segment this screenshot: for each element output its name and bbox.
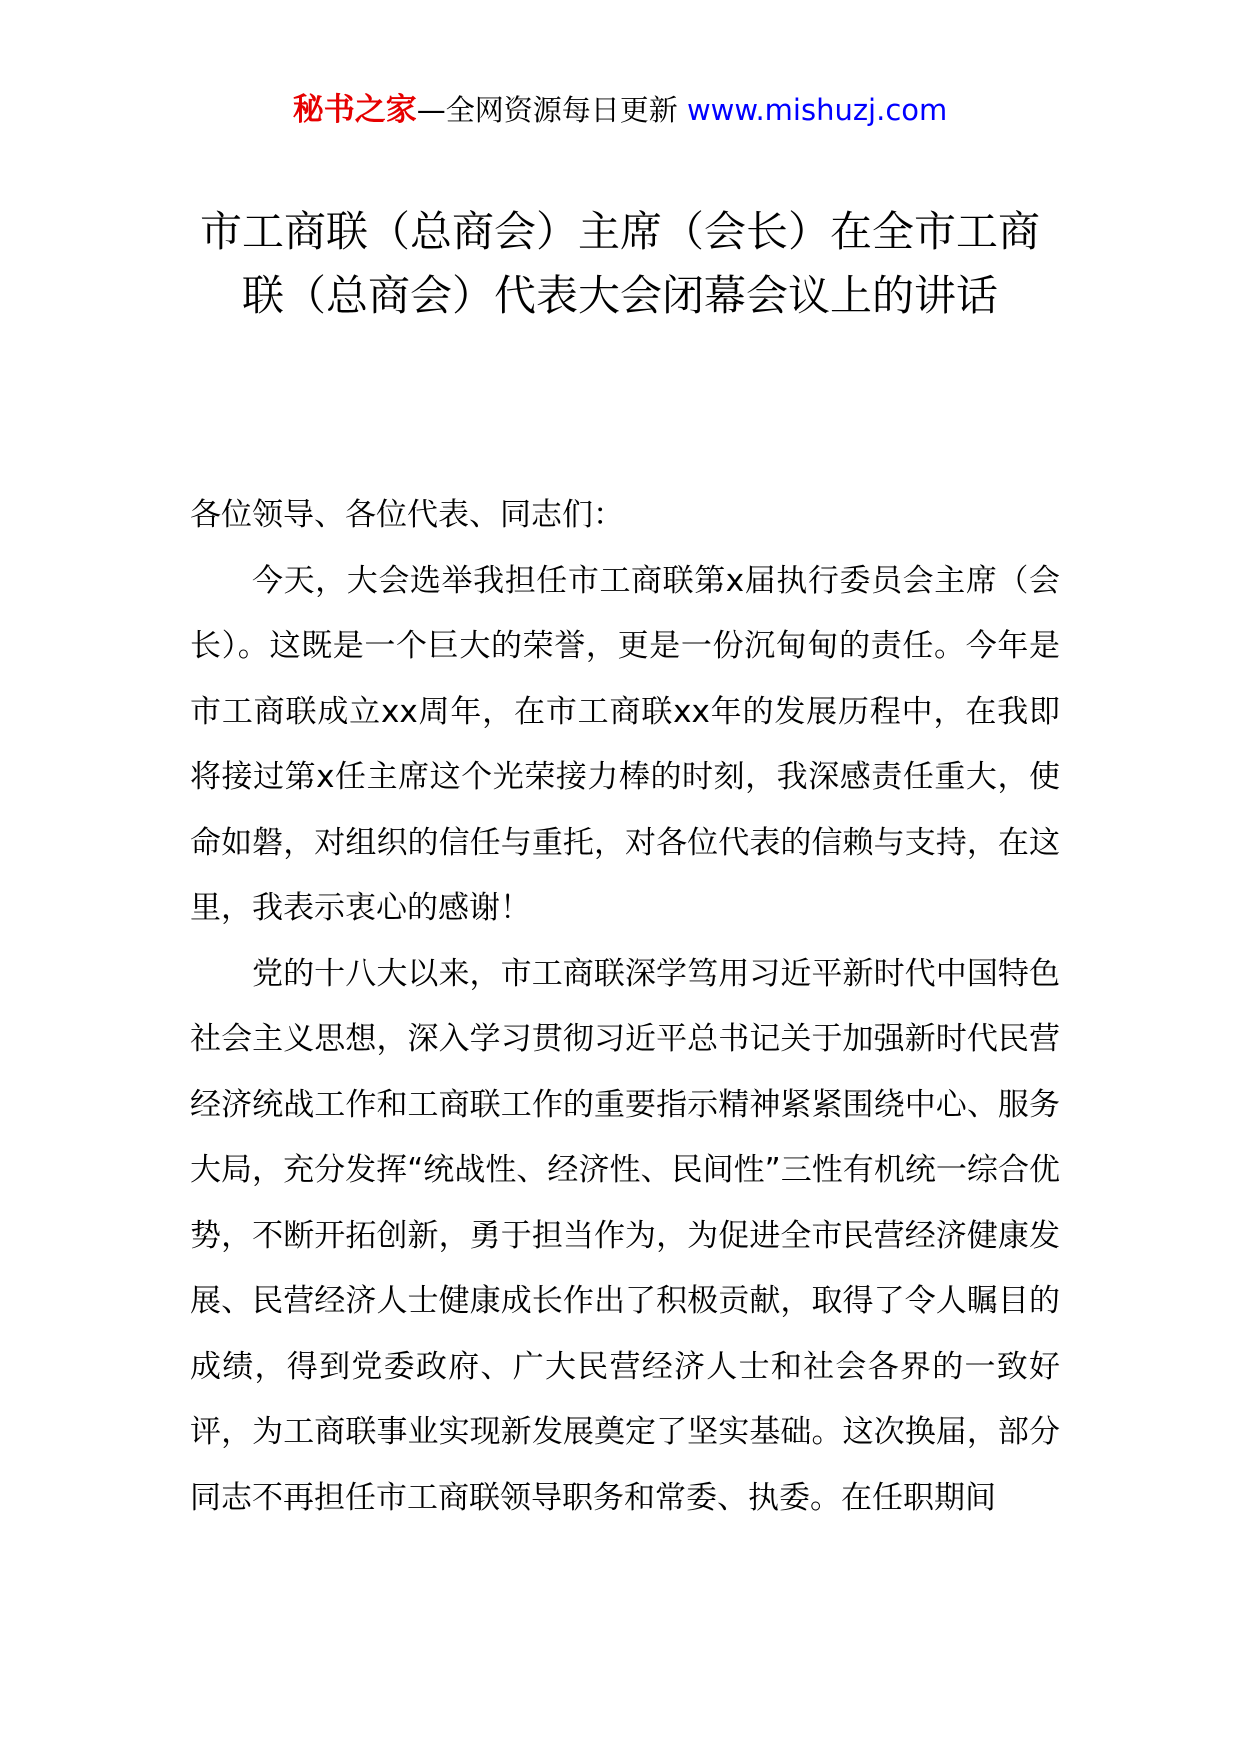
paragraph-1: 今天，大会选举我担任市工商联第x届执行委员会主席（会长）。这既是一个巨大的荣誉，更是一份沉甸甸的责任。今年是市工商联成立xx周年，在市工商联xx年的发展历程中，在我即将接过第x任主席这个光荣接力棒的时刻，我深感责任重大，使命如磐，对组织的信任与重托，对各位代表的信赖与支持，在这里，我表示衷心的感谢！ bbox=[190, 562, 1060, 926]
site-url-link[interactable]: www.mishuzj.com bbox=[686, 93, 948, 127]
paragraph-2: 党的十八大以来，市工商联深学笃用习近平新时代中国特色社会主义思想，深入学习贯彻习近平总书记关于加强新时代民营经济统战工作和工商联工作的重要指示精神紧紧围绕中心、服务大局，充分发挥“统战性、经济性、民间性”三性有机统一综合优势，不断开拓创新，勇于担当作为，为促进全市民营经济健康发展、民营经济人士健康成长作出了积极贡献，取得了令人瞩目的成绩，得到党委政府、广大民营经济人士和社会各界的一致好评，为工商联事业实现新发展奠定了坚实基础。这次换届，部分同志不再担任市工商联领导职务和常委、执委。在任职期间 bbox=[190, 955, 1060, 1516]
site-tagline: —全网资源每日更新 bbox=[416, 93, 678, 127]
document-title: 市工商联（总商会）主席（会长）在全市工商联（总商会）代表大会闭幕会议上的讲话 bbox=[199, 207, 1040, 320]
document-body bbox=[190, 483, 1060, 1531]
site-header bbox=[0, 88, 1240, 132]
salutation: 各位领导、各位代表、同志们： bbox=[190, 497, 624, 533]
brand-name: 秘书之家 bbox=[292, 92, 417, 128]
